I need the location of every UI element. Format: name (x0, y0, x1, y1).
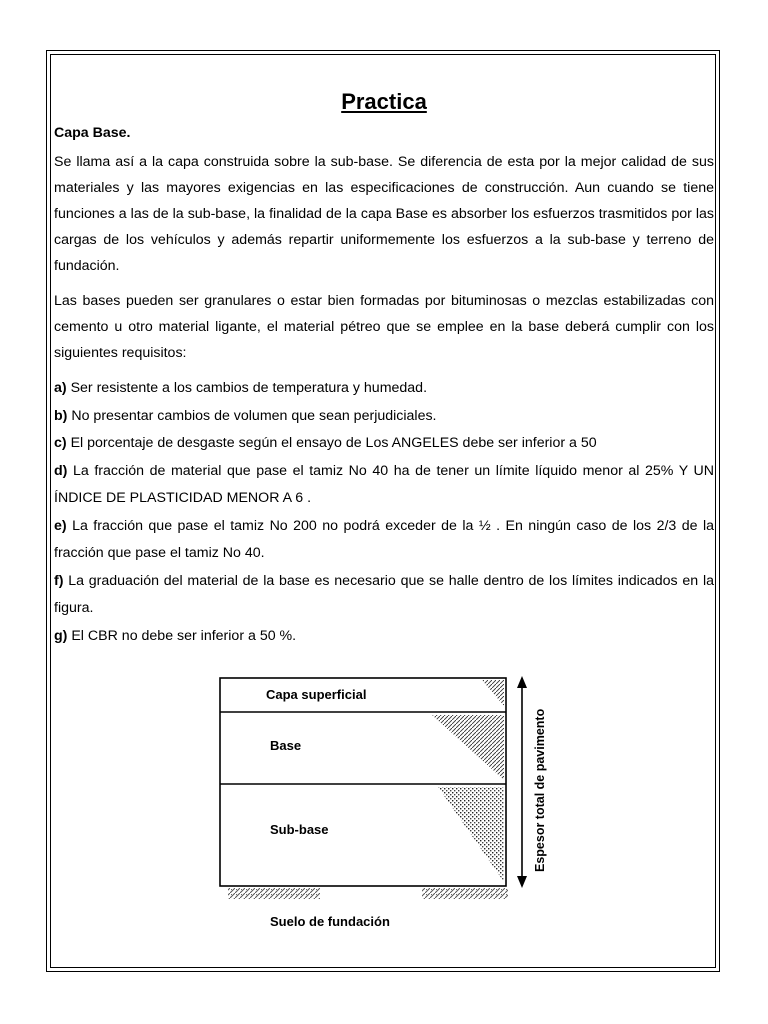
requirement-text: Ser resistente a los cambios de temperatura y humedad. (66, 380, 428, 396)
layer-label-base: Base (270, 738, 302, 753)
requirement-item (54, 375, 714, 403)
requirement-text: El CBR no debe ser inferior a 50 %. (67, 627, 297, 644)
requirement-item (54, 623, 714, 651)
requirement-letter: d) (54, 462, 68, 479)
pavement-layers-figure (200, 668, 560, 938)
requirement-text: La graduación del material de la base es necesario que se halle dentro de los límites indicados en la figura. (54, 572, 714, 616)
requirement-text: No presentar cambios de volumen que sean perjudiciales. (67, 407, 437, 424)
document-body (54, 88, 714, 650)
foundation-label: Suelo de fundación (270, 914, 390, 929)
requirement-letter: c) (54, 435, 67, 451)
requirement-item (54, 458, 714, 513)
requirement-item (54, 430, 714, 458)
requirement-item (54, 513, 714, 568)
thickness-arrow-bottom (517, 876, 527, 888)
layers-box (220, 678, 506, 886)
paragraph-requirements-intro: Las bases pueden ser granulares o estar bien formadas por bituminosas o mezclas estabilizadas con cemento u otro material ligante, el material pétreo que se emplee en la base deberá cumplir con los siguientes requisitos: (54, 293, 714, 361)
requirement-letter: e) (54, 517, 67, 534)
section-heading: Capa Base. (54, 125, 131, 141)
layer-label-subbase: Sub-base (270, 822, 329, 837)
document-title: Practica (341, 89, 427, 114)
paragraph-definition: Se llama así a la capa construida sobre la sub-base. Se diferencia de esta por la mejor calidad de sus materiales y las mayores exigencias en las especificaciones de construcción. Aun cuando se tiene funciones a las de la sub-base, la finalidad de la capa Base es absorber los esfuerzos trasmitidos por las cargas de los vehículos y además repartir uniformemente los esfuerzos a la sub-base y terreno de fundación. (54, 154, 714, 274)
thickness-label: Espesor total de pavimento (533, 708, 547, 872)
requirement-text: La fracción que pase el tamiz No 200 no podrá exceder de la ½ . En ningún caso de los 2/3 de la fracción que pase el tamiz No 40. (54, 517, 714, 561)
pavement-diagram (200, 668, 560, 938)
thickness-arrow-top (517, 676, 527, 688)
requirement-text: El porcentaje de desgaste según el ensayo de Los ANGELES debe ser inferior a 50 (66, 435, 597, 451)
requirement-letter: a) (54, 380, 67, 396)
requirements-list (54, 375, 714, 650)
foundation-ground-right (422, 888, 508, 899)
requirement-letter: b) (54, 407, 68, 424)
requirement-letter: f) (54, 572, 64, 589)
foundation-ground-left (228, 888, 320, 899)
layer-label-surface: Capa superficial (266, 687, 367, 702)
requirement-item (54, 568, 714, 623)
requirement-text: La fracción de material que pase el tamiz No 40 ha de tener un límite líquido menor al 25% Y UN ÍNDICE DE PLASTICIDAD MENOR A 6 . (54, 462, 714, 506)
requirement-item (54, 403, 714, 431)
requirement-letter: g) (54, 627, 68, 644)
